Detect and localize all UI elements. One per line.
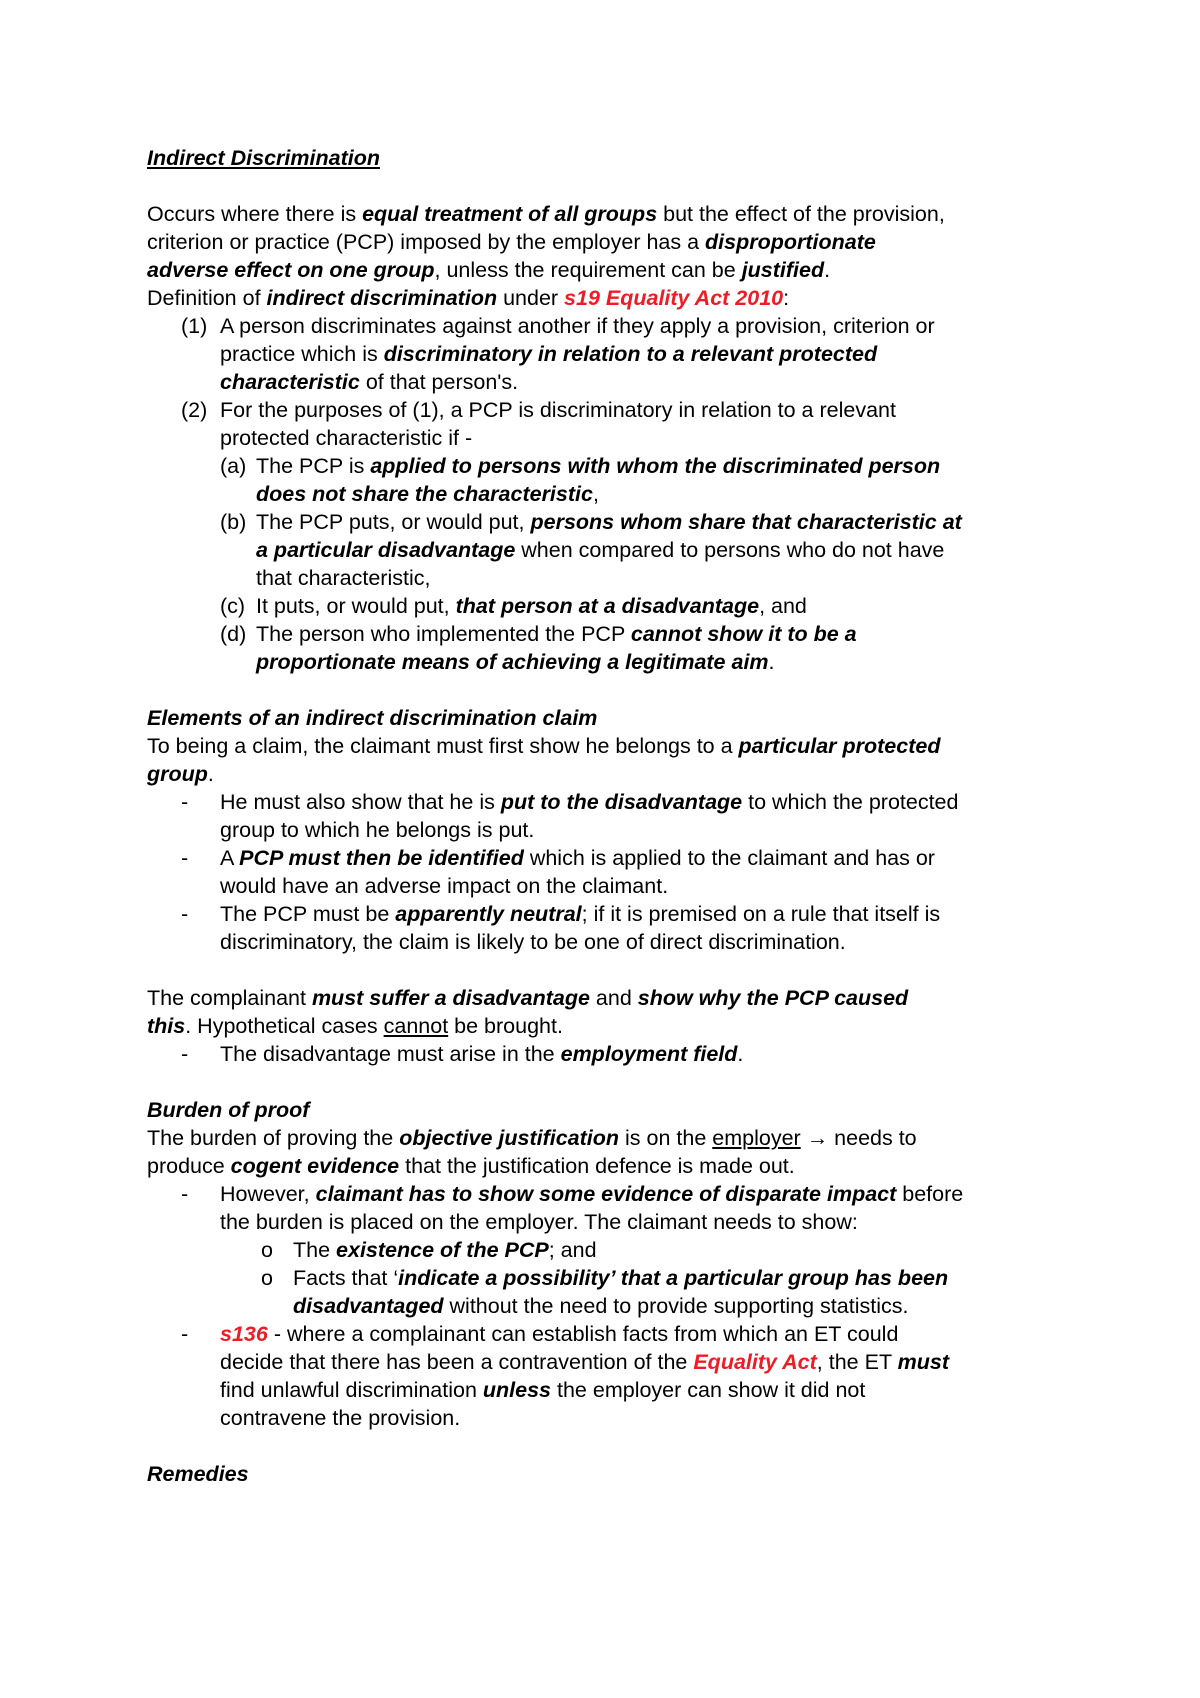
text-run: does not share the characteristic	[256, 482, 593, 506]
text-run: a particular disadvantage	[256, 538, 516, 562]
sub-item-b	[147, 508, 1072, 536]
text-run: .	[824, 258, 831, 282]
section-title	[147, 144, 1072, 172]
text-run: A	[220, 846, 240, 870]
text-run: discriminatory in relation to a relevant protected	[383, 342, 878, 366]
text-run: Remedies	[147, 1462, 249, 1486]
text-run: (a)	[220, 454, 247, 478]
text-run: (1)	[181, 314, 208, 338]
text-run: For the purposes of (1), a PCP is discriminatory in relation to a relevant	[220, 398, 896, 422]
text-run: adverse effect on one group	[147, 258, 435, 282]
text-run: proportionate means of achieving a legitimate aim	[256, 650, 769, 674]
text-run: to which the protected	[742, 790, 959, 814]
bullet-item	[147, 1320, 1072, 1348]
remedies-heading	[147, 1460, 1072, 1488]
text-run: A person discriminates against another if they apply a provision, criterion or	[220, 314, 935, 338]
text-run: find unlawful discrimination	[220, 1378, 483, 1402]
text-run: -	[181, 790, 189, 814]
text-run: Indirect Discrimination	[147, 146, 380, 170]
intro-line-1	[147, 200, 1072, 228]
intro-line-4	[147, 284, 1072, 312]
text-run: disproportionate	[705, 230, 876, 254]
text-run: .	[207, 762, 214, 786]
text-run: o	[261, 1238, 273, 1262]
sub-item-a	[147, 452, 1072, 480]
text-run: indirect discrimination	[266, 286, 498, 310]
text-run: .	[737, 1042, 744, 1066]
elements-heading	[147, 704, 1072, 732]
text-run: The disadvantage must arise in the	[220, 1042, 561, 1066]
text-run: ; if it is premised on a rule that itself is	[581, 902, 941, 926]
text-run: The	[293, 1238, 337, 1262]
text-run: ; and	[548, 1238, 597, 1262]
statute-reference: s136	[220, 1322, 268, 1346]
text-run: practice which is	[220, 342, 384, 366]
list-item-2	[147, 396, 1072, 424]
text-run: The PCP must be	[220, 902, 396, 926]
text-run: show why the PCP caused	[637, 986, 909, 1010]
arrow-icon: →	[806, 1126, 829, 1150]
bullet-item	[147, 900, 1072, 928]
text-run: He must also show that he is	[220, 790, 501, 814]
text-run: the burden is placed on the employer. The claimant needs to show:	[220, 1210, 858, 1234]
text-run: contravene the provision.	[220, 1406, 461, 1430]
list-item-1	[147, 312, 1072, 340]
text-run: when compared to persons who do not have	[515, 538, 945, 562]
text-run: claimant has to show some evidence of disparate impact	[315, 1182, 897, 1206]
document-body	[147, 144, 1072, 1488]
statute-reference: s19 Equality Act 2010	[564, 286, 784, 310]
statute-reference: Equality Act	[693, 1350, 817, 1374]
text-run: (d)	[220, 622, 247, 646]
text-run: employer	[712, 1126, 801, 1150]
text-run: but the effect of the provision,	[657, 202, 945, 226]
text-run: o	[261, 1266, 273, 1290]
sub-item-c	[147, 592, 1072, 620]
bullet-item	[147, 1180, 1072, 1208]
burden-heading	[147, 1096, 1072, 1124]
text-run: before	[896, 1182, 964, 1206]
text-run: PCP must then be identified	[239, 846, 524, 870]
text-run: ,	[592, 482, 599, 506]
text-run: persons whom share that characteristic at	[530, 510, 962, 534]
text-run: Definition of	[147, 286, 267, 310]
text-run: .	[768, 650, 775, 674]
text-run: be brought.	[448, 1014, 563, 1038]
text-run: of that person's.	[359, 370, 519, 394]
text-run: The PCP puts, or would put,	[256, 510, 531, 534]
text-run: unless	[482, 1378, 552, 1402]
text-run: (2)	[181, 398, 208, 422]
text-run: under	[497, 286, 565, 310]
text-run: (b)	[220, 510, 247, 534]
text-run: produce	[147, 1154, 231, 1178]
text-run: (c)	[220, 594, 246, 618]
bullet-item	[147, 1040, 1072, 1068]
text-run: cannot	[383, 1014, 449, 1038]
text-run: indicate a possibility’ that a particular group has been	[398, 1266, 949, 1290]
text-run: must suffer a disadvantage	[311, 986, 590, 1010]
text-run: group	[147, 762, 208, 786]
sub-item-d	[147, 620, 1072, 648]
text-run: . Hypothetical cases	[185, 1014, 384, 1038]
text-run: criterion or practice (PCP) imposed by the employer has a	[147, 230, 706, 254]
text-run: this	[147, 1014, 186, 1038]
text-run: the employer can show it did not	[551, 1378, 866, 1402]
text-run: is on the	[619, 1126, 713, 1150]
text-run: Facts that ‘	[293, 1266, 399, 1290]
text-run: Elements of an indirect discrimination claim	[147, 706, 598, 730]
text-run: discriminatory, the claim is likely to be one of direct discrimination.	[220, 930, 846, 954]
text-run: -	[181, 1042, 189, 1066]
text-run: The PCP is	[256, 454, 371, 478]
text-run: The complainant	[147, 986, 312, 1010]
text-run: applied to persons with whom the discriminated person	[370, 454, 941, 478]
text-run: Burden of proof	[147, 1098, 310, 1122]
text-run: To being a claim, the claimant must first show he belongs to a	[147, 734, 739, 758]
text-run: that characteristic,	[256, 566, 431, 590]
text-run: which is applied to the claimant and has or	[523, 846, 935, 870]
intro-line-3	[147, 256, 1072, 284]
intro-line-2	[147, 228, 1072, 256]
text-run: disadvantaged	[293, 1294, 444, 1318]
text-run: -	[181, 1182, 189, 1206]
text-run: particular protected	[738, 734, 941, 758]
text-run: Occurs where there is	[147, 202, 363, 226]
text-run: must	[897, 1350, 950, 1374]
text-run: equal treatment of all groups	[362, 202, 658, 226]
text-run: cogent evidence	[230, 1154, 400, 1178]
text-run: , unless the requirement can be	[434, 258, 742, 282]
text-run: existence of the PCP	[336, 1238, 549, 1262]
text-run: employment field	[560, 1042, 738, 1066]
text-run: decide that there has been a contravention of the	[220, 1350, 694, 1374]
text-run: However,	[220, 1182, 316, 1206]
text-run: that person at a disadvantage	[455, 594, 760, 618]
text-run: objective justification	[399, 1126, 620, 1150]
text-run: :	[783, 286, 790, 310]
text-run: , the ET	[816, 1350, 898, 1374]
text-run: - where a complainant can establish facts from which an ET could	[267, 1322, 899, 1346]
text-run: cannot show it to be a	[630, 622, 857, 646]
sub-bullet-item	[147, 1264, 1072, 1292]
text-run: apparently neutral	[395, 902, 582, 926]
text-run: and	[589, 986, 638, 1010]
text-run: -	[181, 1322, 189, 1346]
sub-bullet-item	[147, 1236, 1072, 1264]
text-run: , and	[759, 594, 807, 618]
text-run: group to which he belongs is put.	[220, 818, 535, 842]
text-run: would have an adverse impact on the claimant.	[220, 874, 669, 898]
text-run: The person who implemented the PCP	[256, 622, 631, 646]
text-run: put to the disadvantage	[500, 790, 743, 814]
text-run: -	[181, 902, 189, 926]
text-run: without the need to provide supporting statistics.	[443, 1294, 909, 1318]
text-run: characteristic	[220, 370, 360, 394]
text-run: The burden of proving the	[147, 1126, 400, 1150]
text-run: It puts, or would put,	[256, 594, 456, 618]
text-run: protected characteristic if -	[220, 426, 473, 450]
bullet-item	[147, 844, 1072, 872]
text-run: justified	[741, 258, 825, 282]
text-run: that the justification defence is made out.	[399, 1154, 795, 1178]
bullet-item	[147, 788, 1072, 816]
text-run: -	[181, 846, 189, 870]
text-run: needs to	[828, 1126, 917, 1150]
